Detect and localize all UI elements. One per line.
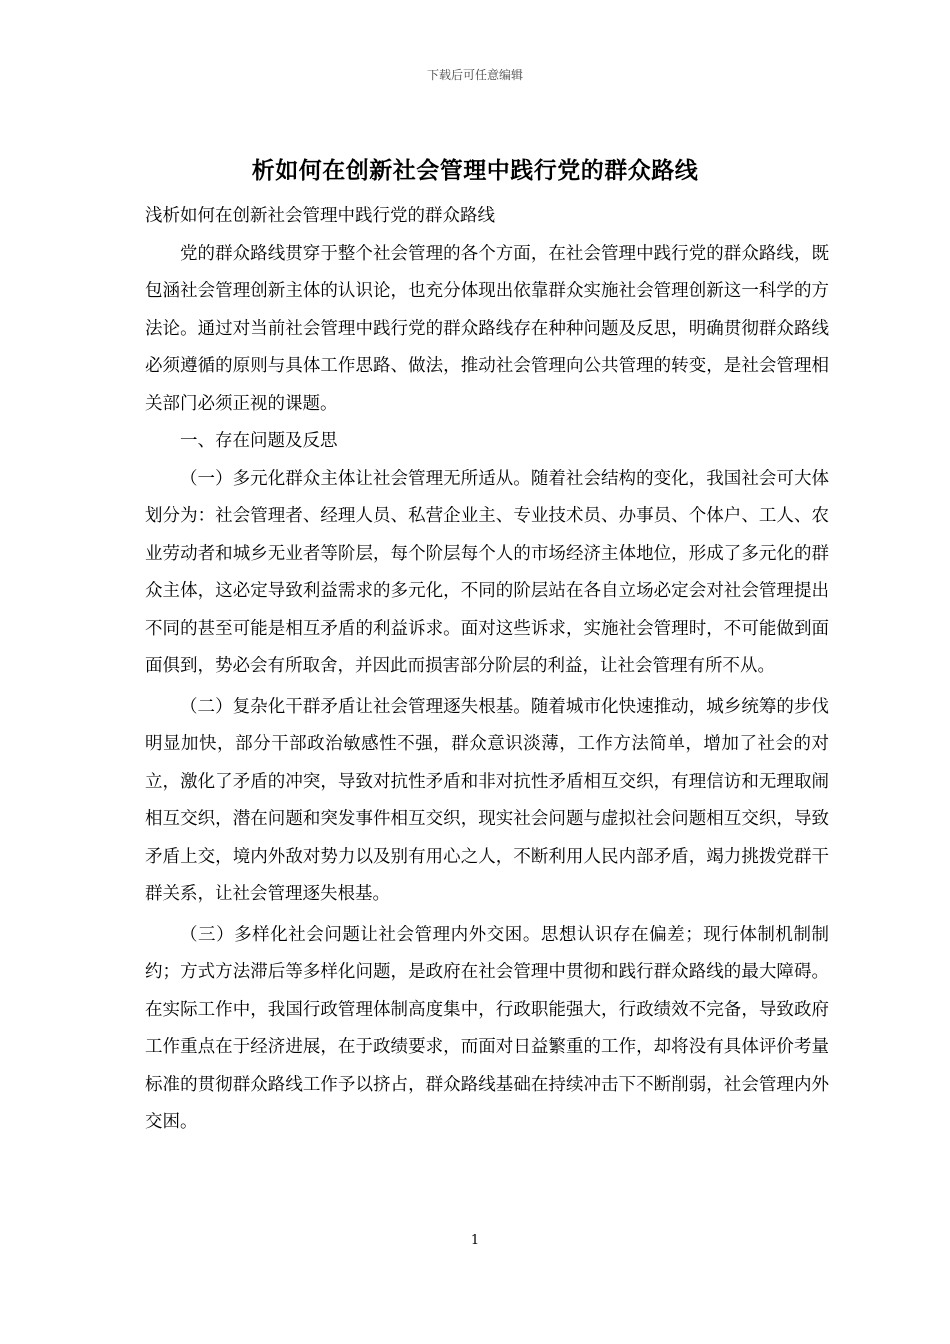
page-number: 1 xyxy=(470,1233,480,1248)
document-body xyxy=(145,198,829,1142)
body-paragraph: （一）多元化群众主体让社会管理无所适从。随着社会结构的变化，我国社会可大体划分为：社会管理者、经理人员、私营企业主、专业技术员、办事员、个体户、工人、农业劳动者和城乡无业者等阶层，每个阶层每个人的市场经济主体地位，形成了多元化的群众主体，这必定导致利益需求的多元化，不同的阶层站在各自立场必定会对社会管理提出不同的甚至可能是相互矛盾的利益诉求。面对这些诉求，实施社会管理时，不可能做到面面俱到，势必会有所取舍，并因此而损害部分阶层的利益，让社会管理有所不从。 xyxy=(145,468,829,676)
page-header: 下载后可任意编辑 xyxy=(426,68,523,82)
body-paragraph: （三）多样化社会问题让社会管理内外交困。思想认识存在偏差；现行体制机制制约；方式方法滞后等多样化问题，是政府在社会管理中贯彻和践行群众路线的最大障碍。在实际工作中，我国行政管理体制高度集中，行政职能强大，行政绩效不完备，导致政府工作重点在于经济进展，在于政绩要求，而面对日益繁重的工作，却将没有具体评价考量标准的贯彻群众路线工作予以挤占，群众路线基础在持续冲击下不断削弱，社会管理内外交困。 xyxy=(145,924,829,1132)
intro-paragraph: 党的群众路线贯穿于整个社会管理的各个方面，在社会管理中践行党的群众路线，既包涵社会管理创新主体的认识论，也充分体现出依靠群众实施社会管理创新这一科学的方法论。通过对当前社会管理中践行党的群众路线存在种种问题及反思，明确贯彻群众路线必须遵循的原则与具体工作思路、做法，推动社会管理向公共管理的转变，是社会管理相关部门必须正视的课题。 xyxy=(145,243,829,414)
document-title: 析如何在创新社会管理中践行党的群众路线 xyxy=(251,157,699,184)
body-paragraph: （二）复杂化干群矛盾让社会管理逐失根基。随着城市化快速推动，城乡统筹的步伐明显加快，部分干部政治敏感性不强，群众意识淡薄，工作方法简单，增加了社会的对立，激化了矛盾的冲突，导致对抗性矛盾和非对抗性矛盾相互交织，有理信访和无理取闹相互交织，潜在问题和突发事件相互交织，现实社会问题与虚拟社会问题相互交织，导致矛盾上交，境内外敌对势力以及别有用心之人，不断利用人民内部矛盾，竭力挑拨党群干群关系，让社会管理逐失根基。 xyxy=(145,696,829,904)
section-heading: 一、存在问题及反思 xyxy=(180,431,338,451)
document-subtitle: 浅析如何在创新社会管理中践行党的群众路线 xyxy=(145,206,495,226)
